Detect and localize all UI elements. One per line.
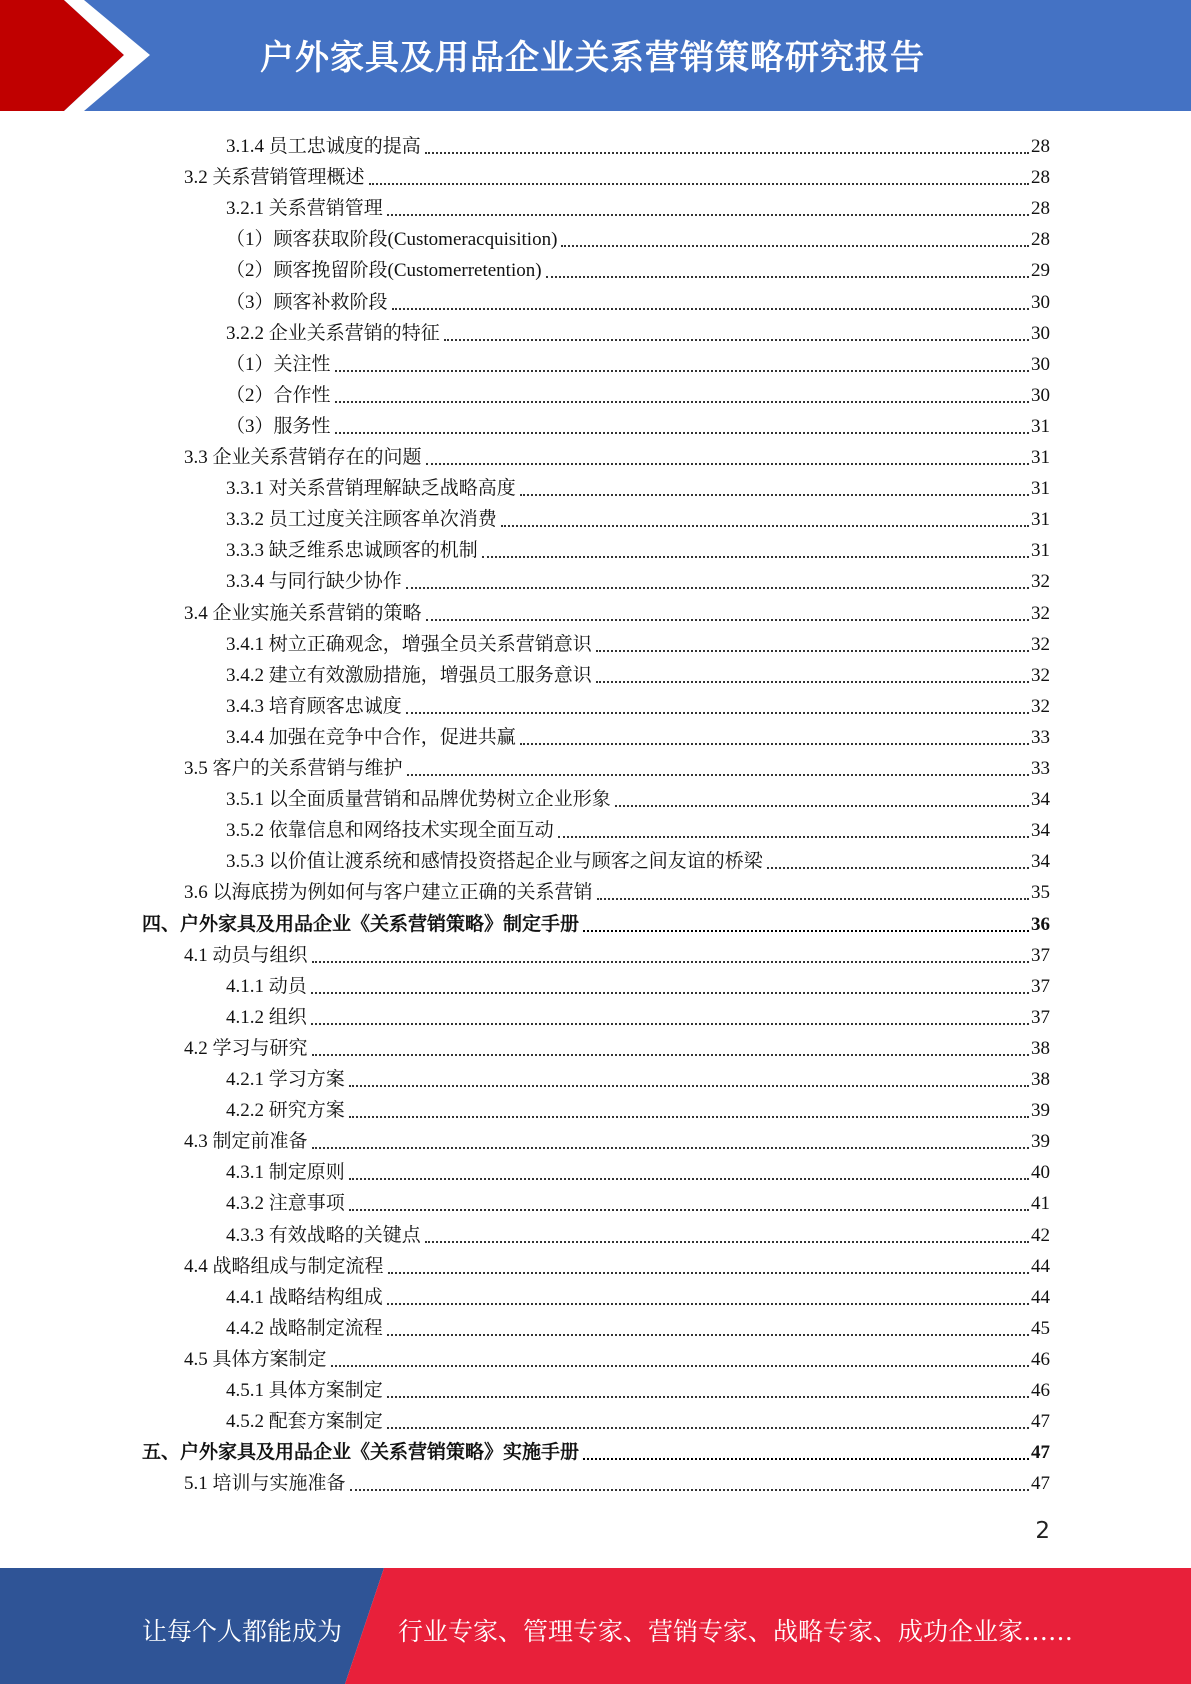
- toc-leader-dots: [312, 1146, 1029, 1149]
- toc-entry-label: 4.2.1 学习方案: [226, 1069, 345, 1090]
- toc-entry-label: （1）关注性: [226, 353, 331, 375]
- toc-leader-dots: [546, 275, 1029, 278]
- toc-entry-page: 32: [1031, 633, 1050, 655]
- toc-entry-label: 4.5.1 具体方案制定: [226, 1380, 383, 1401]
- toc-entry-label: 3.4 企业实施关系营销的策略: [184, 602, 422, 624]
- toc-entry-page: 31: [1031, 478, 1050, 500]
- toc-leader-dots: [388, 1271, 1029, 1274]
- toc-entry-label: 4.5 具体方案制定: [184, 1348, 327, 1370]
- toc-entry-label: 3.4.4 加强在竞争中合作，促进共赢: [226, 726, 516, 748]
- toc-entry-label: （3）服务性: [226, 415, 331, 437]
- toc-entry-label: 4.4 战略组成与制定流程: [184, 1255, 384, 1277]
- toc-leader-dots: [558, 835, 1029, 838]
- toc-entry[interactable]: [184, 1248, 1050, 1279]
- toc-leader-dots: [387, 213, 1029, 216]
- toc-entry-page: 42: [1031, 1224, 1050, 1246]
- toc-entry[interactable]: [226, 532, 1050, 563]
- toc-leader-dots: [311, 991, 1029, 994]
- toc-entry-label: 3.5.1 以全面质量营销和品牌优势树立企业形象: [226, 789, 611, 811]
- toc-leader-dots: [312, 960, 1029, 963]
- toc-entry-label: 4.5.2 配套方案制定: [226, 1411, 383, 1433]
- toc-entry-label: 3.3.1 对关系营销理解缺乏战略高度: [226, 478, 516, 500]
- toc-leader-dots: [369, 182, 1029, 185]
- page-footer: [0, 1568, 1191, 1684]
- toc-leader-dots: [349, 1177, 1029, 1180]
- toc-entry-page: 44: [1031, 1255, 1050, 1277]
- toc-entry-label: 3.3.2 员工过度关注顾客单次消费: [226, 509, 497, 531]
- toc-entry-label: （2）顾客挽留阶段(Customerretention): [226, 260, 542, 282]
- toc-entry[interactable]: [226, 1154, 1050, 1185]
- toc-leader-dots: [425, 151, 1029, 154]
- toc-entry-label: 4.1.2 组织: [226, 1006, 307, 1028]
- toc-entry[interactable]: [226, 315, 1050, 346]
- toc-entry[interactable]: [226, 408, 1050, 439]
- toc-leader-dots: [406, 711, 1029, 714]
- toc-leader-dots: [387, 1302, 1029, 1305]
- toc-entry-page: 30: [1031, 353, 1050, 375]
- document-title: 户外家具及用品企业关系营销策略研究报告: [260, 38, 925, 78]
- toc-entry-page: 34: [1031, 820, 1050, 842]
- toc-entry[interactable]: [226, 1372, 1050, 1403]
- toc-entry-label: 4.3.1 制定原则: [226, 1162, 345, 1184]
- toc-entry-page: 47: [1031, 1411, 1050, 1433]
- toc-entry[interactable]: [226, 221, 1050, 252]
- toc-entry[interactable]: [184, 159, 1050, 190]
- toc-entry[interactable]: [226, 377, 1050, 408]
- toc-entry[interactable]: [226, 843, 1050, 874]
- toc-entry[interactable]: [226, 128, 1050, 159]
- toc-entry-page: 30: [1031, 291, 1050, 313]
- toc-leader-dots: [387, 1395, 1029, 1398]
- toc-leader-dots: [597, 897, 1029, 900]
- toc-entry[interactable]: [226, 284, 1050, 315]
- footer-slogan-left: 让每个人都能成为: [142, 1617, 343, 1646]
- toc-entry[interactable]: [226, 781, 1050, 812]
- toc-entry-label: （3）顾客补救阶段: [226, 291, 388, 313]
- toc-entry[interactable]: [184, 595, 1050, 626]
- toc-leader-dots: [387, 1333, 1029, 1336]
- toc-entry[interactable]: [226, 1061, 1050, 1092]
- toc-leader-dots: [407, 773, 1029, 776]
- toc-entry[interactable]: [184, 439, 1050, 470]
- toc-entry-page: 46: [1031, 1380, 1050, 1401]
- toc-leader-dots: [583, 929, 1029, 932]
- toc-entry-label: 3.2.2 企业关系营销的特征: [226, 322, 440, 344]
- toc-leader-dots: [444, 338, 1029, 341]
- toc-entry-page: 28: [1031, 229, 1050, 251]
- toc-entry[interactable]: [226, 657, 1050, 688]
- toc-leader-dots: [387, 1426, 1029, 1429]
- toc-entry-page: 45: [1031, 1317, 1050, 1339]
- toc-entry-page: 28: [1031, 167, 1050, 189]
- toc-entry-page: 37: [1031, 975, 1050, 997]
- toc-entry-label: 5.1 培训与实施准备: [184, 1473, 346, 1495]
- toc-leader-dots: [482, 555, 1029, 558]
- toc-leader-dots: [392, 307, 1029, 310]
- toc-entry-page: 33: [1031, 726, 1050, 748]
- toc-entry-page: 47: [1031, 1442, 1050, 1464]
- toc-leader-dots: [331, 1364, 1029, 1367]
- toc-leader-dots: [312, 1053, 1029, 1056]
- toc-entry-label: 4.2.2 研究方案: [226, 1100, 345, 1122]
- toc-entry-page: 29: [1031, 260, 1050, 282]
- toc-entry[interactable]: [142, 1434, 1050, 1465]
- toc-entry[interactable]: [226, 252, 1050, 283]
- toc-entry-label: 四、户外家具及用品企业《关系营销策略》制定手册: [142, 913, 580, 935]
- toc-leader-dots: [349, 1084, 1029, 1087]
- toc-leader-dots: [615, 804, 1029, 807]
- toc-entry-page: 34: [1031, 789, 1050, 811]
- toc-entry[interactable]: [184, 937, 1050, 968]
- toc-leader-dots: [335, 369, 1029, 372]
- toc-entry[interactable]: [226, 470, 1050, 501]
- toc-entry[interactable]: [184, 1030, 1050, 1061]
- toc-entry-label: 3.5 客户的关系营销与维护: [184, 758, 403, 779]
- toc-entry-page: 31: [1031, 415, 1050, 437]
- toc-entry-page: 38: [1031, 1069, 1050, 1090]
- toc-leader-dots: [311, 1022, 1029, 1025]
- toc-entry[interactable]: [226, 812, 1050, 843]
- toc-entry-page: 32: [1031, 571, 1050, 593]
- toc-entry-label: 4.1 动员与组织: [184, 944, 308, 966]
- toc-leader-dots: [767, 866, 1029, 869]
- toc-leader-dots: [596, 680, 1029, 683]
- toc-entry[interactable]: [184, 874, 1050, 905]
- toc-entry-page: 38: [1031, 1037, 1050, 1059]
- toc-leader-dots: [349, 1115, 1029, 1118]
- toc-entry-label: 五、户外家具及用品企业《关系营销策略》实施手册: [142, 1442, 580, 1464]
- toc-entry-label: 4.2 学习与研究: [184, 1037, 308, 1059]
- toc-entry[interactable]: [226, 968, 1050, 999]
- toc-entry-page: 32: [1031, 664, 1050, 686]
- toc-entry-label: 4.3 制定前准备: [184, 1131, 308, 1153]
- toc-entry[interactable]: [226, 626, 1050, 657]
- toc-entry[interactable]: [142, 906, 1050, 937]
- toc-entry-page: 31: [1031, 447, 1050, 468]
- toc-entry-page: 47: [1031, 1473, 1050, 1495]
- toc-entry-page: 37: [1031, 944, 1050, 966]
- toc-entry[interactable]: [226, 688, 1050, 719]
- toc-entry-label: （1）顾客获取阶段(Customeracquisition): [226, 229, 558, 251]
- toc-entry[interactable]: [226, 1279, 1050, 1310]
- toc-entry-page: 46: [1031, 1348, 1050, 1370]
- toc-entry-label: 3.4.3 培育顾客忠诚度: [226, 695, 402, 717]
- toc-entry-label: 3.2 关系营销管理概述: [184, 167, 365, 189]
- toc-leader-dots: [520, 493, 1029, 496]
- toc-entry-page: 35: [1031, 882, 1050, 904]
- toc-entry-page: 30: [1031, 384, 1050, 406]
- toc-entry-page: 32: [1031, 602, 1050, 624]
- toc-entry-label: 3.6 以海底捞为例如何与客户建立正确的关系营销: [184, 882, 593, 904]
- toc-entry[interactable]: [226, 999, 1050, 1030]
- toc-entry-page: 33: [1031, 758, 1050, 779]
- toc-entry-page: 37: [1031, 1006, 1050, 1028]
- toc-entry[interactable]: [226, 1092, 1050, 1123]
- toc-entry[interactable]: [226, 1185, 1050, 1216]
- toc-entry-label: 3.5.3 以价值让渡系统和感情投资搭起企业与顾客之间友谊的桥梁: [226, 851, 763, 873]
- toc-leader-dots: [520, 742, 1029, 745]
- toc-entry-page: 28: [1031, 198, 1050, 220]
- toc-entry[interactable]: [226, 563, 1050, 594]
- toc-entry-page: 39: [1031, 1131, 1050, 1153]
- toc-entry-label: 4.3.3 有效战略的关键点: [226, 1224, 421, 1246]
- toc-entry-label: 3.3 企业关系营销存在的问题: [184, 447, 422, 468]
- toc-entry-label: 3.5.2 依靠信息和网络技术实现全面互动: [226, 820, 554, 842]
- toc-entry[interactable]: [184, 1123, 1050, 1154]
- toc-entry-page: 30: [1031, 322, 1050, 344]
- footer-slogan-right: 行业专家、管理专家、营销专家、战略专家、成功企业家……: [398, 1617, 1074, 1646]
- toc-entry-page: 34: [1031, 851, 1050, 873]
- toc-entry-page: 31: [1031, 540, 1050, 562]
- toc-entry[interactable]: [184, 1465, 1050, 1496]
- toc-leader-dots: [596, 649, 1029, 652]
- toc-leader-dots: [561, 244, 1029, 247]
- page-number: 2: [1035, 1518, 1050, 1544]
- toc-entry-page: 41: [1031, 1193, 1050, 1215]
- toc-leader-dots: [583, 1457, 1029, 1460]
- toc-entry-page: 28: [1031, 136, 1050, 157]
- toc-leader-dots: [426, 618, 1029, 621]
- toc-entry-page: 36: [1031, 913, 1050, 935]
- toc-entry-label: 3.4.1 树立正确观念，增强全员关系营销意识: [226, 633, 592, 655]
- toc-entry[interactable]: [226, 346, 1050, 377]
- toc-entry-label: 3.3.3 缺乏维系忠诚顾客的机制: [226, 540, 478, 562]
- toc-entry[interactable]: [184, 1341, 1050, 1372]
- toc-entry-page: 44: [1031, 1286, 1050, 1308]
- page-header: [0, 0, 1191, 111]
- toc-entry-page: 31: [1031, 509, 1050, 531]
- toc-entry[interactable]: [226, 1217, 1050, 1248]
- toc-entry-label: 3.1.4 员工忠诚度的提高: [226, 136, 421, 157]
- toc-leader-dots: [426, 462, 1029, 465]
- toc-entry-label: 4.4.1 战略结构组成: [226, 1286, 383, 1308]
- toc-entry[interactable]: [226, 190, 1050, 221]
- toc-leader-dots: [425, 1240, 1029, 1243]
- toc-leader-dots: [349, 1208, 1029, 1211]
- toc-entry-page: 39: [1031, 1100, 1050, 1122]
- toc-entry-label: 4.4.2 战略制定流程: [226, 1317, 383, 1339]
- toc-leader-dots: [501, 524, 1029, 527]
- toc-entry-label: 4.1.1 动员: [226, 975, 307, 997]
- toc-entry[interactable]: [184, 750, 1050, 781]
- toc-entry[interactable]: [226, 1310, 1050, 1341]
- toc-entry-page: 40: [1031, 1162, 1050, 1184]
- toc-entry-label: 4.3.2 注意事项: [226, 1193, 345, 1215]
- toc-entry-label: 3.2.1 关系营销管理: [226, 198, 383, 220]
- toc-leader-dots: [335, 431, 1029, 434]
- toc-entry-label: （2）合作性: [226, 384, 331, 406]
- toc-leader-dots: [406, 586, 1029, 589]
- toc-entry-label: 3.4.2 建立有效激励措施，增强员工服务意识: [226, 664, 592, 686]
- toc-leader-dots: [335, 400, 1029, 403]
- toc-entry-page: 32: [1031, 695, 1050, 717]
- toc-entry[interactable]: [226, 1403, 1050, 1434]
- toc-entry-label: 3.3.4 与同行缺少协作: [226, 571, 402, 593]
- toc-leader-dots: [350, 1488, 1029, 1491]
- toc-entry[interactable]: [226, 501, 1050, 532]
- toc-entry[interactable]: [226, 719, 1050, 750]
